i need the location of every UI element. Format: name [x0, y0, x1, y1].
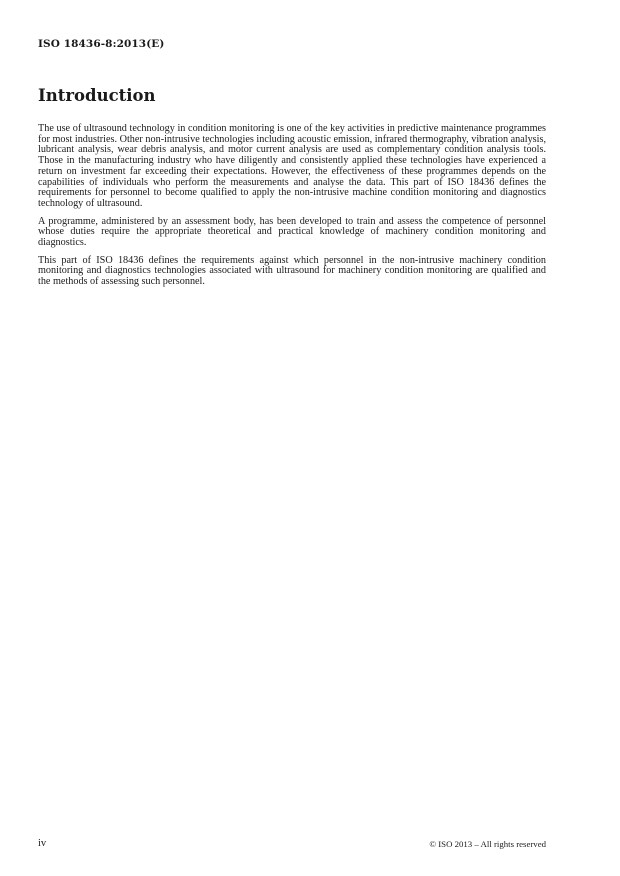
section-title: Introduction — [38, 86, 156, 105]
section-body — [38, 124, 546, 295]
page-number: iv — [38, 838, 47, 849]
paragraph-1: The use of ultrasound technology in condition monitoring is one of the key activities in predictive maintenance programmes for most industries. Other non-intrusive technologies including acoustic emission, infrared thermography, vibration analysis, lubricant analysis, wear debris analysis, and motor current analysis are used as complementary condition analysis tools. Those in the manufacturing industry who have diligently and consistently applied these technologies have experienced a return on investment far exceeding their expectations. However, the effectiveness of these programmes depends on the capabilities of individuals who perform the measurements and analyse the data. This part of ISO 18436 defines the requirements for personnel to become qualified to apply the non-intrusive machine condition monitoring and diagnostics technology of ultrasound. — [38, 123, 546, 209]
copyright-notice: © ISO 2013 – All rights reserved — [429, 839, 546, 849]
paragraph-3: This part of ISO 18436 defines the requirements against which personnel in the non-intrusive machinery condition monitoring and diagnostics technologies associated with ultrasound for machinery condition monitoring are qualified and the methods of assessing such personnel. — [38, 254, 546, 288]
paragraph-2: A programme, administered by an assessment body, has been developed to train and assess the competence of personnel whose duties require the appropriate theoretical and practical knowledge of machinery condition monitoring and diagnostics. — [38, 215, 546, 249]
document-identifier: ISO 18436-8:2013(E) — [38, 38, 165, 50]
